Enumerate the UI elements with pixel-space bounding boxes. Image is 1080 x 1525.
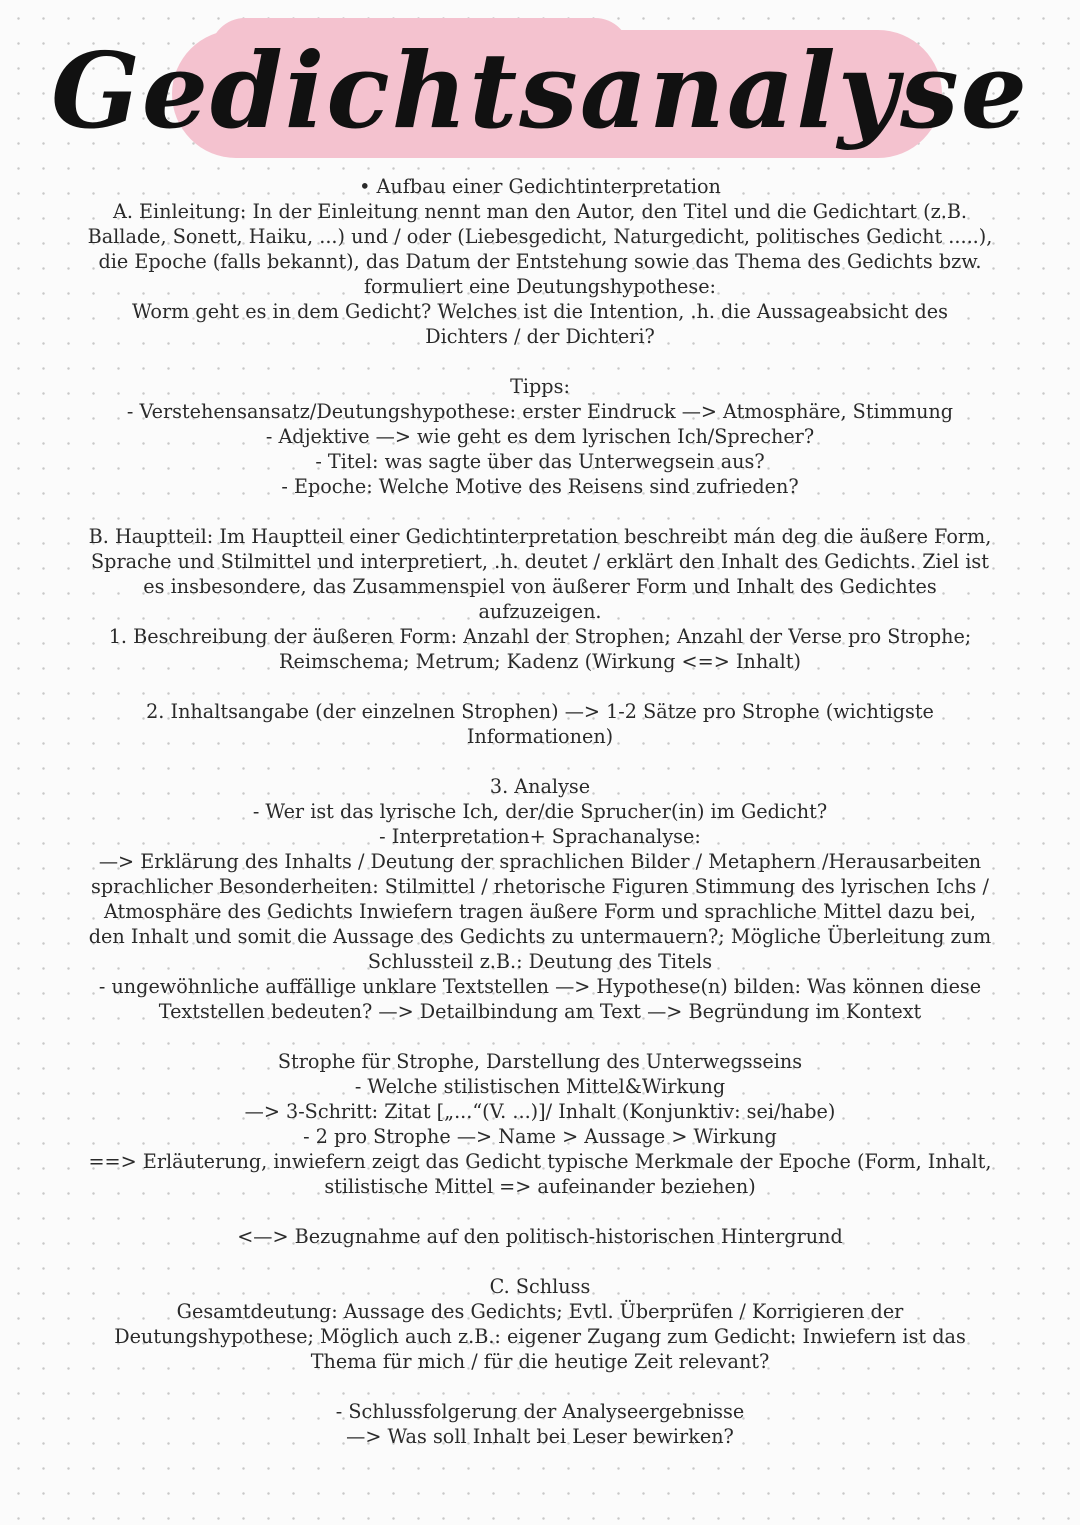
text-line: Atmosphäre des Gedichts Inwiefern tragen äußere Form und sprachliche Mittel dazu bei, — [104, 900, 976, 923]
blank-line — [30, 749, 1050, 774]
text-line: Ballade, Sonett, Haiku, ...) und / oder (Liebesgedicht, Naturgedicht, politisches Gedicht .....), — [87, 225, 993, 248]
text-line: Thema für mich / für die heutige Zeit relevant? — [310, 1350, 770, 1373]
text-line: formuliert eine Deutungshypothese: — [363, 275, 717, 298]
blank-line — [30, 1024, 1050, 1049]
text-line: B. Hauptteil: Im Hauptteil einer Gedichtinterpretation beschreibt mán deg die äußere Form, — [88, 525, 992, 548]
text-line: - Adjektive —> wie geht es dem lyrischen Ich/Sprecher? — [265, 425, 815, 448]
blank-line — [30, 1199, 1050, 1224]
blank-line — [30, 499, 1050, 524]
text-line: - Epoche: Welche Motive des Reisens sind zufrieden? — [281, 475, 799, 498]
text-line: 3. Analyse — [489, 775, 591, 798]
text-line: aufzuzeigen. — [478, 600, 602, 623]
text-line: die Epoche (falls bekannt), das Datum der Entstehung sowie das Thema des Gedichts bzw. — [98, 250, 982, 273]
text-line: - Schlussfolgerung der Analyseergebnisse — [335, 1400, 745, 1423]
blank-line — [30, 349, 1050, 374]
text-line: Deutungshypothese; Möglich auch z.B.: eigener Zugang zum Gedicht: Inwiefern ist das — [114, 1325, 966, 1348]
text-line: <—> Bezugnahme auf den politisch-historischen Hintergrund — [237, 1225, 843, 1248]
text-line: es insbesondere, das Zusammenspiel von äußerer Form und Inhalt des Gedichtes — [143, 575, 937, 598]
text-line: - Welche stilistischen Mittel&Wirkung — [354, 1075, 726, 1098]
text-line: • Aufbau einer Gedichtinterpretation — [359, 175, 721, 198]
document-body — [30, 174, 1050, 1449]
text-line: Worm geht es in dem Gedicht? Welches ist die Intention, .h. die Aussageabsicht des — [131, 300, 949, 323]
text-line: Informationen) — [466, 725, 614, 748]
text-line: Dichters / der Dichteri? — [425, 325, 655, 348]
text-line: —> Erklärung des Inhalts / Deutung der sprachlichen Bilder / Metaphern /Herausarbeiten — [98, 850, 982, 873]
text-line: Textstellen bedeuten? —> Detailbindung am Text —> Begründung im Kontext — [158, 1000, 922, 1023]
text-line: - Wer ist das lyrische Ich, der/die Sprucher(in) im Gedicht? — [252, 800, 828, 823]
title-area — [0, 0, 1080, 190]
text-line: - Interpretation+ Sprachanalyse: — [379, 825, 701, 848]
text-line: —> Was soll Inhalt bei Leser bewirken? — [346, 1425, 734, 1448]
text-line: Gesamtdeutung: Aussage des Gedichts; Evtl. Überprüfen / Korrigieren der — [176, 1300, 904, 1323]
text-line: ==> Erläuterung, inwiefern zeigt das Gedicht typische Merkmale der Epoche (Form, Inhalt, — [88, 1150, 992, 1173]
text-line: sprachlicher Besonderheiten: Stilmittel / rhetorische Figuren Stimmung des lyrischen Ichs / — [91, 875, 989, 898]
text-line: - 2 pro Strophe —> Name > Aussage > Wirkung — [303, 1125, 777, 1148]
text-line: 2. Inhaltsangabe (der einzelnen Strophen) —> 1-2 Sätze pro Strophe (wichtigste — [146, 700, 934, 723]
page-title: Gedichtsanalyse — [51, 29, 1029, 152]
text-line: C. Schluss — [489, 1275, 591, 1298]
text-line: Reimschema; Metrum; Kadenz (Wirkung <=> Inhalt) — [279, 650, 801, 673]
text-line: - Verstehensansatz/Deutungshypothese: erster Eindruck —> Atmosphäre, Stimmung — [126, 400, 954, 423]
text-line: —> 3-Schritt: Zitat [„...“(V. ...)]/ Inhalt (Konjunktiv: sei/habe) — [244, 1100, 836, 1123]
text-line: - Titel: was sagte über das Unterwegsein aus? — [315, 450, 765, 473]
text-line: Sprache und Stilmittel und interpretiert, .h. deutet / erklärt den Inhalt des Gedichts. Ziel ist — [91, 550, 989, 573]
text-line: - ungewöhnliche auffällige unklare Textstellen —> Hypothese(n) bilden: Was können diese — [98, 975, 982, 998]
text-line: stilistische Mittel => aufeinander beziehen) — [324, 1175, 756, 1198]
blank-line — [30, 1374, 1050, 1399]
text-line: 1. Beschreibung der äußeren Form: Anzahl der Strophen; Anzahl der Verse pro Strophe; — [108, 625, 972, 648]
text-line: A. Einleitung: In der Einleitung nennt man den Autor, den Titel und die Gedichtart (z.B. — [112, 200, 968, 223]
text-line: den Inhalt und somit die Aussage des Gedichts zu untermauern?; Mögliche Überleitung zum — [88, 925, 992, 948]
text-line: Strophe für Strophe, Darstellung des Unterwegsseins — [277, 1050, 803, 1073]
blank-line — [30, 1249, 1050, 1274]
text-line: Tipps: — [510, 375, 570, 398]
text-line: Schlussteil z.B.: Deutung des Titels — [367, 950, 713, 973]
blank-line — [30, 674, 1050, 699]
